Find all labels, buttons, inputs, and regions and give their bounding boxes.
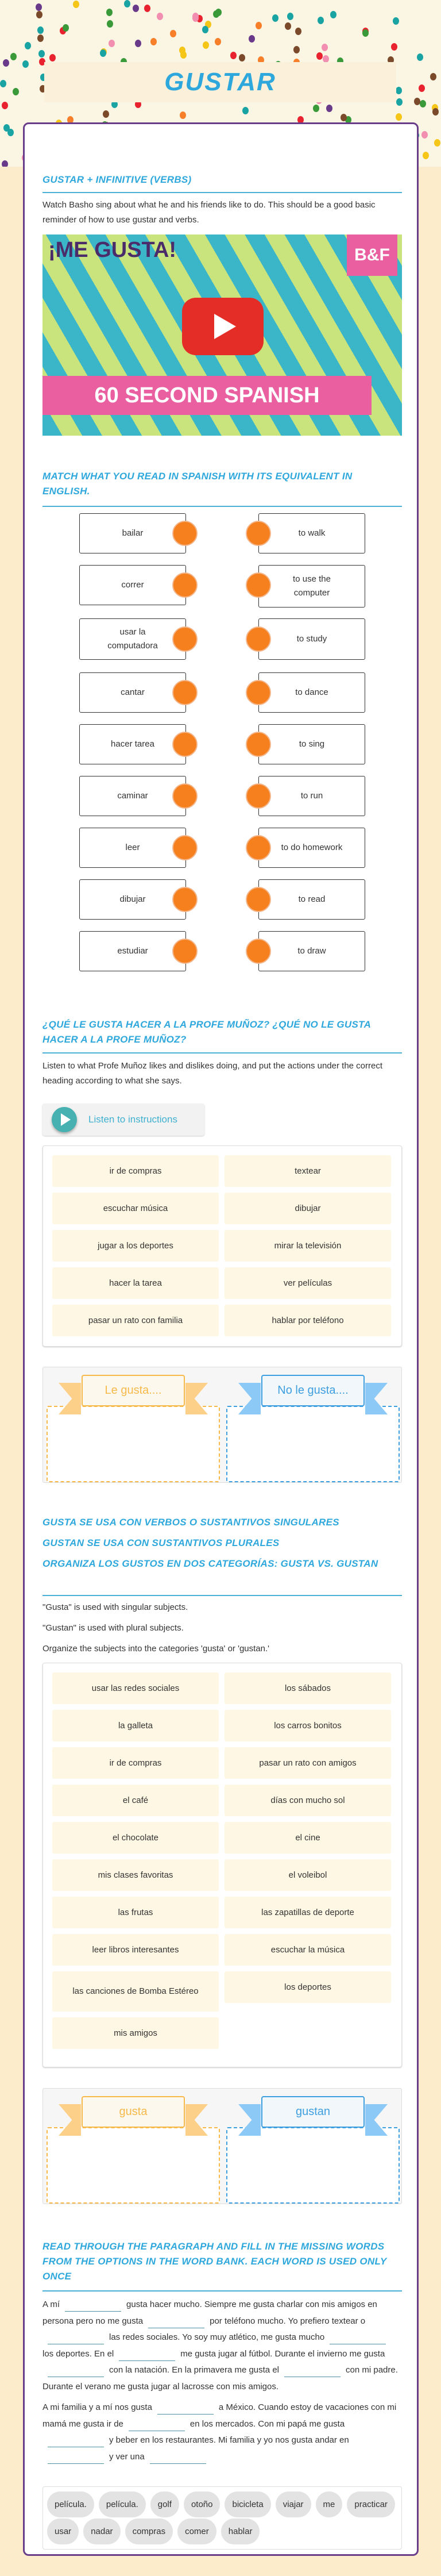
paragraph-text: las redes sociales. Yo soy muy atlético, me gusta mucho [109, 2332, 325, 2342]
drop-zone-left[interactable] [47, 1406, 220, 1482]
confetti-dot [256, 22, 262, 29]
paragraph [42, 2400, 402, 2465]
channel-logo: B&F [347, 234, 397, 276]
draggable-option[interactable]: el voleibol [225, 1859, 391, 1891]
divider [42, 192, 402, 193]
confetti-dot [396, 98, 403, 106]
instructions: Watch Basho sing about what he and his friends like to do. This should be a good basic reminder of how to use gustar and verbs. [42, 200, 376, 225]
draggable-option[interactable]: los deportes [225, 1971, 391, 2003]
confetti-dot [249, 35, 255, 43]
match-item-english[interactable]: to read [258, 879, 365, 920]
match-connector-dot[interactable] [172, 626, 198, 652]
confetti-dot [272, 14, 278, 22]
draggable-option[interactable]: textear [225, 1155, 391, 1187]
divider [42, 506, 402, 507]
play-icon [52, 1107, 77, 1132]
confetti-dot [2, 102, 8, 109]
confetti-dot [135, 40, 141, 47]
confetti-dot [421, 131, 428, 139]
confetti-dot [37, 34, 44, 42]
paragraph-text: con la natación. En la primavera me gusta el [109, 2365, 279, 2375]
word-chip[interactable]: usar [47, 2519, 79, 2544]
confetti-dot [417, 53, 423, 61]
blank-drop-field[interactable] [330, 2334, 386, 2344]
confetti-dot [396, 113, 402, 121]
confetti-dot [285, 22, 291, 30]
confetti-dot [203, 41, 209, 49]
match-row [25, 618, 420, 659]
paragraph-text: me gusta jugar al fútbol. Durante el invierno me gusta [180, 2348, 385, 2359]
blank-drop-field[interactable] [150, 2454, 206, 2464]
confetti-dot [239, 54, 245, 61]
draggable-option[interactable]: hablar por teléfono [225, 1305, 391, 1336]
paragraph-text: A mi familia y a mí nos gusta [42, 2402, 152, 2412]
draggable-option[interactable]: escuchar la música [225, 1934, 391, 1966]
match-item-spanish[interactable]: bailar [79, 513, 186, 553]
word-chip[interactable]: hablar [221, 2519, 260, 2544]
match-item-spanish[interactable]: caminar [79, 776, 186, 816]
blank-drop-field[interactable] [129, 2421, 185, 2431]
confetti-dot [0, 80, 6, 87]
draggable-option[interactable]: jugar a los deportes [52, 1230, 219, 1262]
category-buckets [42, 2088, 402, 2204]
confetti-dot [330, 11, 336, 18]
draggable-option[interactable]: el café [52, 1785, 219, 1816]
confetti-dot [419, 84, 425, 92]
match-item-english[interactable]: to walk [258, 513, 365, 553]
paragraph-text: A mí [42, 2300, 60, 2309]
match-connector-dot[interactable] [172, 887, 198, 912]
confetti-dot [106, 9, 113, 16]
word-chip[interactable]: viajar [276, 2492, 311, 2517]
confetti-dot [430, 73, 436, 80]
paragraph-text: y ver una [109, 2451, 145, 2462]
word-chip[interactable]: bicicleta [225, 2492, 270, 2517]
match-connector-dot[interactable] [246, 680, 271, 705]
video-player[interactable] [42, 234, 402, 436]
divider [42, 2290, 402, 2292]
match-connector-dot[interactable] [172, 939, 198, 964]
confetti-dot [295, 28, 301, 35]
match-item-english[interactable]: to run [258, 776, 365, 816]
confetti-dot [37, 26, 44, 34]
match-item-english[interactable]: to use the computer [258, 565, 365, 608]
confetti-dot [318, 17, 324, 24]
confetti-dot [362, 29, 369, 37]
match-item-spanish[interactable]: hacer tarea [79, 724, 186, 764]
word-chip[interactable]: nadar [83, 2519, 120, 2544]
draggable-option[interactable]: días con mucho sol [225, 1785, 391, 1816]
confetti-dot [170, 30, 176, 37]
drop-zone-right[interactable] [226, 2127, 400, 2204]
match-item-english[interactable]: to study [258, 618, 365, 660]
match-connector-dot[interactable] [246, 835, 271, 860]
match-row [25, 724, 420, 764]
match-row [25, 565, 420, 605]
confetti-dot [38, 50, 45, 57]
blank-drop-field[interactable] [48, 2334, 104, 2344]
fill-in-paragraph [42, 2297, 402, 2470]
confetti-dot [49, 54, 56, 61]
match-item-spanish[interactable]: cantar [79, 672, 186, 713]
match-connector-dot[interactable] [246, 783, 271, 809]
blank-drop-field[interactable] [148, 2318, 204, 2328]
draggable-option[interactable]: usar las redes sociales [52, 1673, 219, 1704]
worksheet-card [23, 122, 419, 2556]
bucket-label: gustan [261, 2096, 365, 2128]
draggable-option[interactable]: leer libros interesantes [52, 1934, 219, 1966]
match-connector-dot[interactable] [172, 783, 198, 809]
section-title-group [42, 1515, 402, 1577]
drop-zone-left[interactable] [47, 2127, 220, 2204]
match-row [25, 931, 420, 971]
section-title: READ THROUGH THE PARAGRAPH AND FILL IN THE MISSING WORDS FROM THE OPTIONS IN THE WORD BANK. EACH WORD IS USED ONLY ONCE [42, 2241, 387, 2282]
match-item-spanish[interactable]: correr [79, 565, 186, 605]
word-chip[interactable]: golf [150, 2492, 179, 2517]
match-connector-dot[interactable] [172, 521, 198, 546]
match-connector-dot[interactable] [246, 572, 271, 598]
paragraph-text: los deportes. En el [42, 2348, 114, 2359]
confetti-dot [287, 13, 293, 20]
word-chip[interactable]: otoño [184, 2492, 220, 2517]
blank-drop-field[interactable] [48, 2437, 104, 2447]
confetti-dot [242, 107, 249, 114]
word-chip[interactable]: película. [99, 2492, 146, 2517]
match-connector-dot[interactable] [172, 680, 198, 705]
draggable-option[interactable]: ver películas [225, 1267, 391, 1299]
confetti-dot [107, 20, 113, 28]
draggable-option[interactable]: la galleta [52, 1710, 219, 1741]
draggable-option[interactable]: las canciones de Bomba Estéreo [52, 1971, 219, 2012]
confetti-dot [22, 60, 29, 68]
confetti-dot [144, 5, 150, 12]
match-connector-dot[interactable] [246, 626, 271, 652]
match-item-spanish[interactable]: estudiar [79, 931, 186, 971]
match-connector-dot[interactable] [172, 835, 198, 860]
bucket-label: No le gusta.... [261, 1375, 365, 1406]
page-title: GUSTAR [164, 68, 276, 96]
confetti-dot [414, 98, 420, 105]
confetti-dot [7, 129, 14, 136]
category-buckets [42, 1367, 402, 1483]
blank-drop-field[interactable] [48, 2454, 104, 2464]
draggable-option[interactable]: ir de compras [52, 1155, 219, 1187]
confetti-dot [133, 5, 139, 12]
confetti-dot [63, 24, 69, 32]
blank-drop-field[interactable] [284, 2367, 341, 2377]
confetti-dot [73, 1, 79, 8]
match-item-spanish[interactable]: usar la computadora [79, 618, 186, 660]
confetti-dot [36, 11, 42, 18]
confetti-dot [3, 59, 9, 67]
paragraph-text: con mi padre. Durante el verano me gusta jugar al lacrosse con mis amigos. [42, 2365, 398, 2392]
confetti-dot [36, 3, 42, 11]
confetti-dot [109, 40, 115, 47]
paragraph-text: por teléfono mucho. Yo prefiero textear o [210, 2316, 366, 2326]
divider [42, 1052, 402, 1054]
listen-label: Listen to instructions [88, 1114, 177, 1125]
confetti-dot [393, 17, 399, 25]
blank-drop-field[interactable] [157, 2404, 214, 2414]
divider [42, 1595, 402, 1596]
section-title: GUSTAN SE USA CON SUSTANTIVOS PLURALES [42, 1537, 280, 1548]
match-row [25, 672, 420, 713]
paragraph-text: a México. Cuando estoy de vacaciones con mi mamá me gusta ir de [42, 2402, 397, 2429]
match-connector-dot[interactable] [246, 939, 271, 964]
instructions [42, 1600, 402, 1662]
match-item-english[interactable]: to draw [258, 931, 365, 971]
confetti-dot [100, 49, 106, 57]
confetti-dot [423, 152, 429, 159]
section-title: GUSTAR + INFINITIVE (VERBS) [42, 174, 192, 185]
draggable-option[interactable]: las zapatillas de deporte [225, 1897, 391, 1928]
blank-drop-field[interactable] [48, 2367, 104, 2377]
match-item-english[interactable]: to sing [258, 724, 365, 764]
match-item-spanish[interactable]: dibujar [79, 879, 186, 920]
draggable-option[interactable]: dibujar [225, 1193, 391, 1224]
section-title: ORGANIZA LOS GUSTOS EN DOS CATEGORÍAS: GUSTA VS. GUSTAN [42, 1558, 378, 1569]
confetti-dot [341, 114, 347, 121]
word-bank [42, 2486, 402, 2550]
paragraph-text: y beber en los restaurantes. Mi familia y yo nos gusta andar en [109, 2435, 349, 2445]
match-row [25, 776, 420, 816]
instructions: Listen to what Profe Muñoz likes and dislikes doing, and put the actions under the correct heading according to what she says. [42, 1061, 383, 1086]
confetti-dot [432, 108, 439, 116]
draggable-option[interactable]: pasar un rato con amigos [225, 1747, 391, 1779]
confetti-dot [230, 52, 237, 59]
confetti-dot [434, 139, 440, 147]
confetti-dot [202, 26, 208, 33]
confetti-dot [157, 13, 163, 20]
confetti-dot [391, 43, 397, 51]
youtube-play-icon[interactable] [182, 298, 264, 355]
confetti-dot [180, 51, 187, 59]
confetti-dot [326, 105, 332, 112]
match-item-spanish[interactable]: leer [79, 828, 186, 868]
word-chip[interactable]: película. [47, 2492, 94, 2517]
confetti-dot [322, 44, 328, 51]
drop-zone-right[interactable] [226, 1406, 400, 1482]
confetti-dot [103, 110, 109, 118]
video-headline: ¡ME GUSTA! [48, 238, 177, 262]
options-pool [42, 1145, 402, 1347]
instruction-line: "Gustan" is used with plural subjects. [42, 1623, 184, 1633]
confetti-dot [25, 42, 31, 49]
match-row [25, 828, 420, 868]
confetti-dot [13, 88, 19, 95]
draggable-option[interactable]: mirar la televisión [225, 1230, 391, 1262]
title-banner [44, 62, 396, 102]
draggable-option[interactable]: mis amigos [52, 2017, 219, 2049]
confetti-dot [420, 100, 426, 107]
bucket-label: Le gusta.... [82, 1375, 185, 1406]
paragraph-text: en los mercados. Con mi papá me gusta [189, 2419, 345, 2429]
instruction-line: Organize the subjects into the categories 'gusta' or 'gustan.' [42, 1644, 270, 1654]
bucket-label: gusta [82, 2096, 185, 2128]
match-connector-dot[interactable] [172, 732, 198, 757]
match-item-english[interactable]: to do homework [258, 828, 365, 868]
match-connector-dot[interactable] [172, 572, 198, 598]
confetti-dot [215, 38, 221, 45]
word-chip[interactable]: compras [125, 2519, 173, 2544]
match-item-english[interactable]: to dance [258, 672, 365, 713]
draggable-option[interactable]: ir de compras [52, 1747, 219, 1779]
confetti-dot [124, 0, 130, 7]
draggable-option[interactable]: el chocolate [52, 1822, 219, 1854]
confetti-dot [316, 52, 323, 60]
draggable-option[interactable]: los sábados [225, 1673, 391, 1704]
word-chip[interactable]: me [316, 2492, 343, 2517]
draggable-option[interactable]: los carros bonitos [225, 1710, 391, 1741]
match-row [25, 879, 420, 920]
match-connector-dot[interactable] [246, 521, 271, 546]
video-banner: 60 SECOND SPANISH [42, 376, 372, 415]
confetti-dot [213, 10, 219, 18]
confetti-dot [10, 53, 17, 60]
blank-drop-field[interactable] [65, 2301, 121, 2312]
word-chip[interactable]: comer [177, 2519, 216, 2544]
match-connector-dot[interactable] [246, 887, 271, 912]
section-title: GUSTA SE USA CON VERBOS O SUSTANTIVOS SINGULARES [42, 1517, 339, 1528]
match-row [25, 513, 420, 553]
confetti-dot [180, 112, 186, 119]
confetti-dot [313, 105, 319, 112]
instruction-line: "Gusta" is used with singular subjects. [42, 1602, 188, 1612]
blank-drop-field[interactable] [119, 2351, 175, 2361]
word-chip[interactable]: practicar [347, 2492, 395, 2517]
match-connector-dot[interactable] [246, 732, 271, 757]
confetti-dot [293, 46, 300, 53]
confetti-dot [192, 13, 199, 20]
paragraph [42, 2297, 402, 2395]
draggable-option[interactable]: el cine [225, 1822, 391, 1854]
paragraph-text: gusta hacer mucho. Siempre me gusta charlar con mis amigos en persona pero no me gusta [42, 2300, 377, 2326]
section-title: MATCH WHAT YOU READ IN SPANISH WITH ITS EQUIVALENT IN ENGLISH. [42, 471, 353, 497]
draggable-option[interactable]: hacer la tarea [52, 1267, 219, 1299]
section-title: ¿QUÉ LE GUSTA HACER A LA PROFE MUÑOZ? ¿QUÉ NO LE GUSTA HACER A LA PROFE MUÑOZ? [42, 1019, 371, 1045]
draggable-option[interactable]: pasar un rato con familia [52, 1305, 219, 1336]
listen-instructions-button[interactable] [42, 1104, 204, 1136]
draggable-option[interactable]: escuchar música [52, 1193, 219, 1224]
confetti-dot [2, 160, 8, 167]
confetti-dot [150, 38, 157, 45]
options-pool [42, 1663, 402, 2067]
draggable-option[interactable]: las frutas [52, 1897, 219, 1928]
draggable-option[interactable]: mis clases favoritas [52, 1859, 219, 1891]
confetti-dot [396, 87, 402, 94]
